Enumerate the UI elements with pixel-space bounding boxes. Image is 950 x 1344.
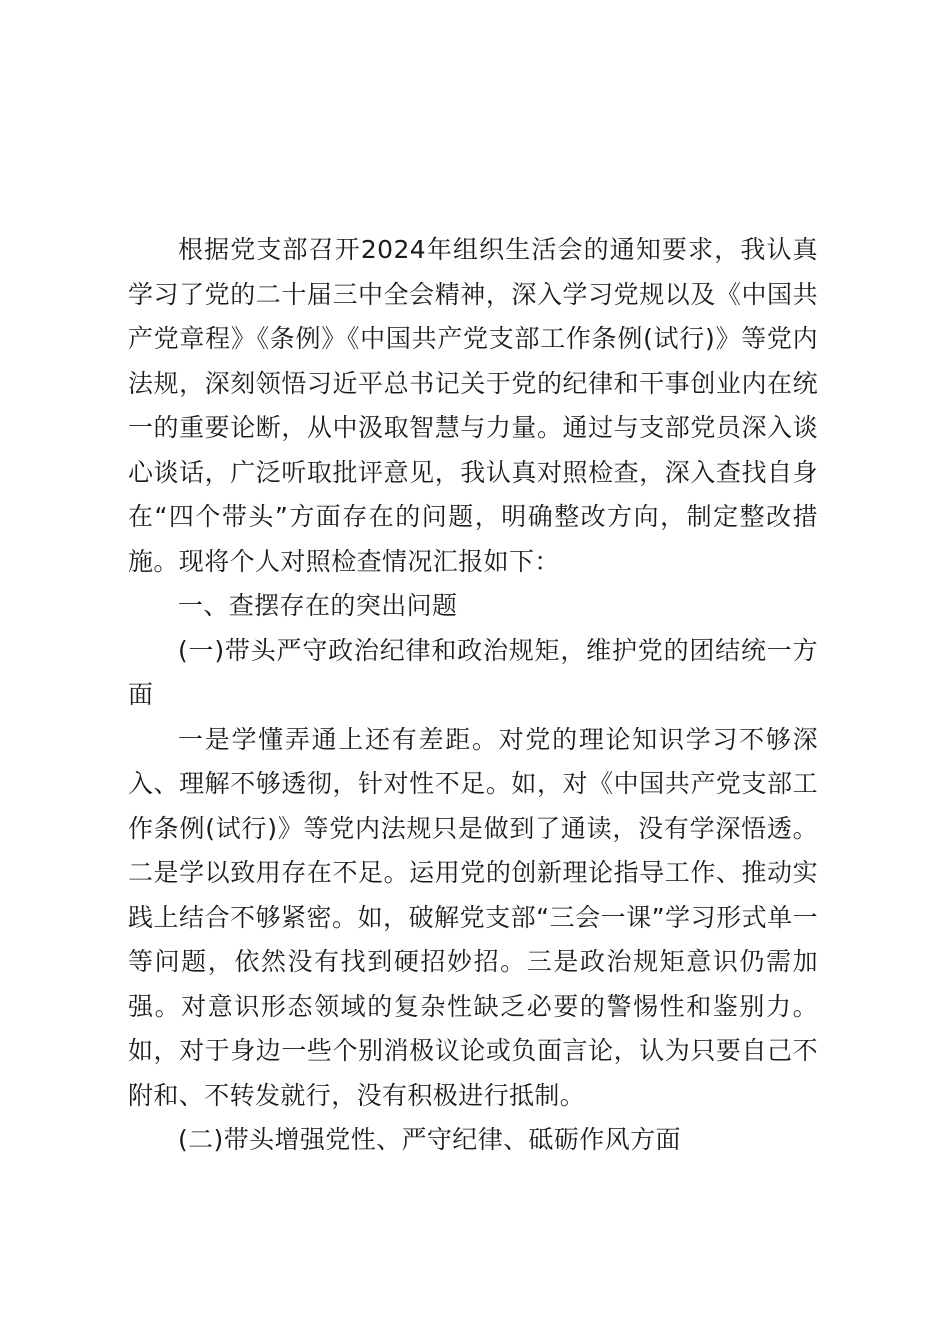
subsection-heading-2: (二)带头增强党性、严守纪律、砥砺作风方面: [178, 1125, 681, 1154]
body-paragraph-1: 一是学懂弄通上还有差距。对党的理论知识学习不够深入、理解不够透彻，针对性不足。如，对《中国共产党支部工作条例(试行)》等党内法规只是做到了通读，没有学深悟透。二是学以致用存在不足。运用党的创新理论指导工作、推动实践上结合不够紧密。如，破解党支部“三会一课”学习形式单一等问题，依然没有找到硬招妙招。三是政治规矩意识仍需加强。对意识形态领域的复杂性缺乏必要的警惕性和鉴别力。如，对于身边一些个别消极议论或负面言论，认为只要自己不附和、不转发就行，没有积极进行抵制。: [128, 724, 818, 1110]
subsection-heading-1: (一)带头严守政治纪律和政治规矩，维护党的团结统一方面: [128, 635, 818, 709]
intro-paragraph: 根据党支部召开2024年组织生活会的通知要求，我认真学习了党的二十届三中全会精神，深入学习党规以及《中国共产党章程》《条例》《中国共产党支部工作条例(试行)》等党内法规，深刻领悟习近平总书记关于党的纪律和干事创业内在统一的重要论断，从中汲取智慧与力量。通过与支部党员深入谈心谈话，广泛听取批评意见，我认真对照检查，深入查找自身在“四个带头”方面存在的问题，明确整改方向，制定整改措施。现将个人对照检查情况汇报如下：: [128, 235, 818, 576]
section-heading-1: 一、查摆存在的突出问题: [178, 591, 458, 620]
document-body: [128, 228, 818, 1163]
